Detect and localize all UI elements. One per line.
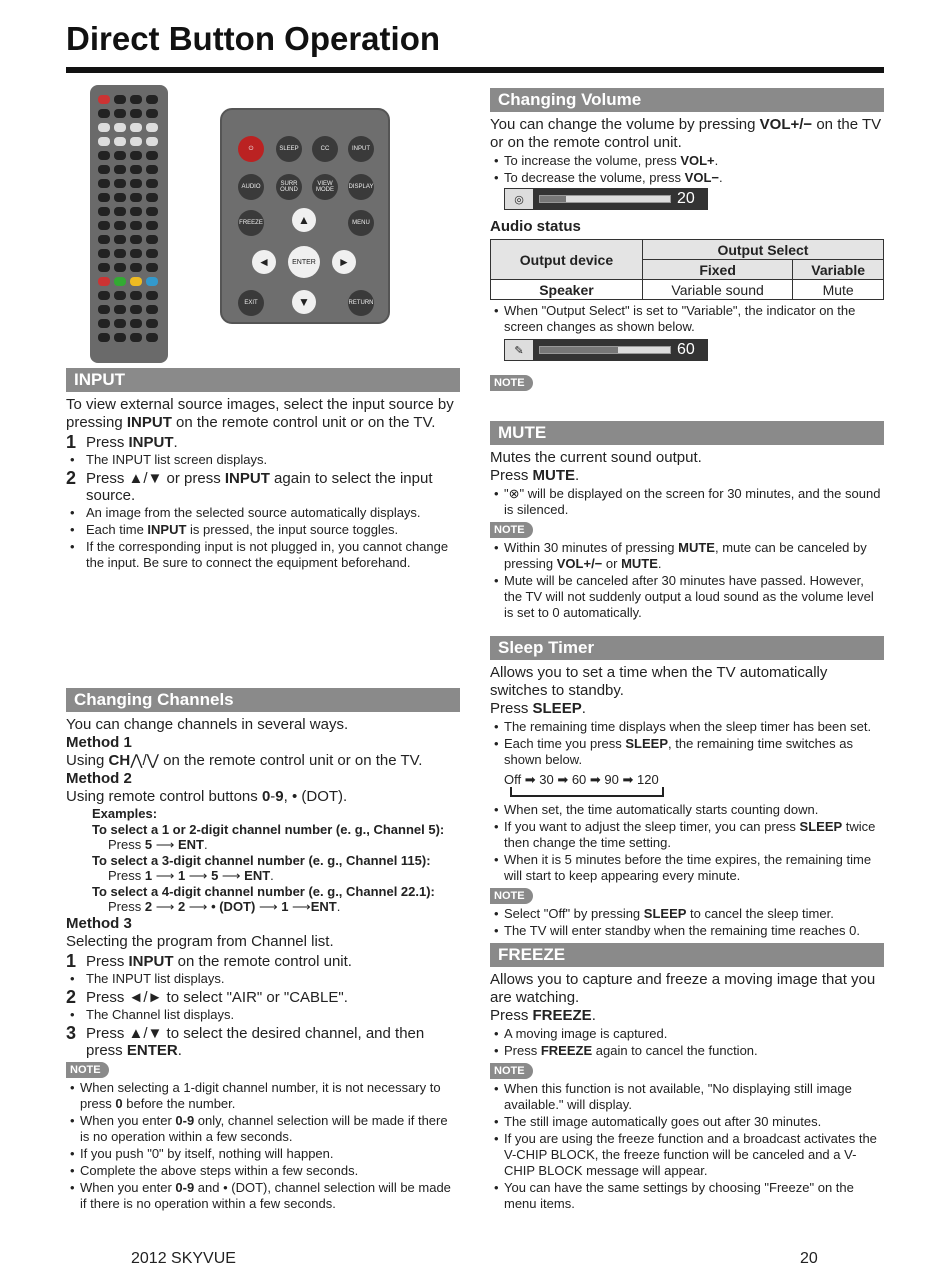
freeze-heading: FREEZE (490, 943, 884, 967)
freeze-intro: Allows you to capture and freeze a moving image that you are watching. (490, 971, 876, 1006)
bullet: • The INPUT list displays. (66, 971, 460, 987)
input-intro-b: INPUT (126, 414, 172, 431)
example-title: To select a 1 or 2-digit channel number (e. g., Channel 5): (92, 821, 445, 837)
input-intro-a: To view external source images, select the input source by pressing (66, 396, 454, 431)
note-bullet (490, 906, 884, 922)
remote-key (146, 95, 158, 104)
method2-text-bold: 0 (261, 788, 271, 805)
remote-key (130, 165, 142, 174)
note-bullet (66, 1113, 460, 1145)
remote-key (130, 305, 142, 314)
bullet (490, 1043, 884, 1059)
bullet (490, 486, 884, 518)
bullet-text: Each time you press (504, 736, 626, 751)
note-text-bold: 0 (115, 1095, 123, 1111)
flow-item: 120 (637, 772, 659, 787)
bullet-text-bold: VOL+ (680, 153, 715, 168)
press-text: . (581, 700, 586, 717)
bullet-text: To increase the volume, press (504, 153, 681, 168)
note-bullet (490, 540, 884, 572)
return-button-label: RETURN (348, 290, 374, 316)
remote-key (98, 95, 110, 104)
remote-key (98, 333, 110, 342)
remote-key (146, 179, 158, 188)
remote-key (98, 277, 110, 286)
table-header: Output device (491, 240, 643, 280)
note-bullet (66, 1180, 460, 1212)
method1-text-bold: CH (108, 752, 131, 769)
note-text: to cancel the sleep timer. (686, 906, 834, 921)
step-number: 3 (66, 1022, 77, 1043)
remote-key (130, 263, 142, 272)
note-bullet: • If you are using the freeze function and a broadcast activates the V-CHIP BLOCK, the freeze function will be canceled and a V-CHIP BLOCK message will appear. (490, 1131, 884, 1179)
remote-key (114, 277, 126, 286)
press-text: . (591, 1007, 596, 1024)
sleep-section (490, 636, 884, 940)
step-text: on the remote control unit. (173, 952, 352, 970)
remote-key (98, 137, 110, 146)
table-cell: Mute (793, 280, 884, 300)
remote-key (146, 305, 158, 314)
display-button-label: DISPLAY (348, 174, 374, 200)
bullet (490, 819, 884, 851)
remote-key (130, 207, 142, 216)
freeze-section (490, 943, 884, 1213)
remote-key (130, 193, 142, 202)
bullet: • The remaining time displays when the sleep timer has been set. (490, 719, 884, 735)
mute-heading: MUTE (490, 421, 884, 445)
note-text: and • (DOT), channel selection will be made if there is no operation within a few seconds. (80, 1179, 451, 1211)
table-cell: Variable sound (642, 280, 792, 300)
remote-key (146, 151, 158, 160)
note-badge: NOTE (490, 375, 533, 391)
example-title: To select a 3-digit channel number (e. g., Channel 115): (92, 852, 431, 868)
remote-key (98, 305, 110, 314)
remote-key (114, 151, 126, 160)
flow-item: 90 (604, 772, 619, 787)
note-text: Select "Off" by pressing (504, 906, 644, 921)
sleep-intro: Allows you to set a time when the TV automatically switches to standby. (490, 664, 828, 699)
press-text: . (575, 467, 580, 484)
mute-section (490, 421, 884, 622)
remote-key (130, 123, 142, 132)
note-text-bold: MUTE (678, 540, 715, 555)
remote-key (98, 151, 110, 160)
note-bullet: • When this function is not available, "No displaying still image available." will display. (490, 1081, 884, 1113)
remote-key (130, 179, 142, 188)
example-key: 5 (144, 837, 153, 852)
table-header: Fixed (642, 260, 792, 280)
example-key: ENT (244, 868, 271, 883)
bullet: • When it is 5 minutes before the time expires, the remaining time will start to keep appearing every minute. (490, 852, 884, 884)
remote-key (98, 263, 110, 272)
note-bullet: • The still image automatically goes out after 30 minutes. (490, 1114, 884, 1130)
step-text-bold: INPUT (224, 470, 270, 487)
exit-button-label: EXIT (238, 290, 264, 316)
remote-key (114, 305, 126, 314)
variable-value: 60 (677, 341, 695, 358)
method2-text: - (270, 788, 276, 805)
remote-key (98, 235, 110, 244)
bullet-text-bold: SLEEP (625, 736, 669, 751)
bullet-text: To decrease the volume, press (504, 170, 685, 185)
remote-key (114, 179, 126, 188)
table-header: Output Select (642, 240, 883, 260)
step-text: Press (86, 434, 129, 451)
remote-key (114, 263, 126, 272)
method3-title: Method 3 (66, 914, 132, 932)
remote-key (146, 263, 158, 272)
remote-key (146, 319, 158, 328)
variable-track (539, 346, 671, 354)
note-text-bold: VOL+/− (556, 556, 603, 571)
note-text: When you enter (80, 1179, 176, 1195)
note-text: or (602, 556, 622, 571)
bullet: • If the corresponding input is not plugged in, you cannot change the input. Be sure to connect the equipment beforehand. (66, 539, 460, 571)
press-text-bold: FREEZE (532, 1007, 592, 1024)
example-key: 1 (144, 868, 153, 883)
method1-title: Method 1 (66, 734, 132, 751)
note-text: When you enter (80, 1112, 176, 1128)
bullet (66, 522, 460, 538)
remote-key (146, 165, 158, 174)
mute-intro: Mutes the current sound output. (490, 449, 702, 466)
mute-icon: ⊗ (508, 486, 520, 501)
note-text: . (657, 556, 662, 571)
example-key: ENT (310, 899, 337, 914)
bullet-text-bold: VOL− (684, 170, 719, 185)
page-title: Direct Button Operation (66, 20, 441, 57)
example-key: 2 (144, 899, 153, 914)
step-text: . (173, 434, 178, 451)
note-badge: NOTE (490, 522, 533, 538)
step-text: Press ▲/▼ to select the desired channel, and then press (86, 1024, 425, 1059)
press-text-bold: SLEEP (532, 700, 582, 717)
remote-key (114, 333, 126, 342)
bullet-text: If you want to adjust the sleep timer, you can press (504, 819, 800, 834)
bullet-text-bold: FREEZE (540, 1043, 593, 1058)
left-arrow-icon: ◄ (252, 250, 276, 274)
freeze-button-label: FREEZE (238, 210, 264, 236)
channels-intro: You can change channels in several ways. (66, 716, 349, 733)
remote-key (130, 221, 142, 230)
bullet-text-bold: INPUT (147, 522, 187, 537)
remote-key (146, 123, 158, 132)
bullet: • A moving image is captured. (490, 1026, 884, 1042)
note-text: only, channel selection will be made if there is no operation within a few seconds. (80, 1112, 448, 1144)
remote-key (130, 151, 142, 160)
volume-intro: on the TV or on the remote control unit. (490, 116, 882, 151)
note-bullet: • You can have the same settings by choosing "Freeze" on the menu items. (490, 1180, 884, 1212)
method1-text: ⋀/⋁ on the remote control unit or on the TV. (130, 752, 423, 769)
speaker-icon: ◎ (505, 189, 533, 209)
remote-key (114, 137, 126, 146)
variable-indicator (504, 339, 708, 361)
note-bullet (66, 1080, 460, 1112)
bullet-text: Each time (86, 522, 148, 537)
view-mode-button-label: VIEW MODE (312, 174, 338, 200)
note-bullet: • Mute will be canceled after 30 minutes have passed. However, the TV will not suddenly output a loud sound as the volume level is set to 0 automatically. (490, 573, 884, 621)
bullet: • The Channel list displays. (66, 1007, 460, 1023)
remote-key (114, 221, 126, 230)
step-number: 2 (66, 468, 77, 488)
remote-key (146, 235, 158, 244)
remote-key (114, 109, 126, 118)
table-header: Variable (793, 260, 884, 280)
remote-key (114, 95, 126, 104)
note-text: before the number. (122, 1095, 236, 1111)
footer-brand: 2012 SKYVUE (131, 1250, 236, 1267)
bullet-text-bold: SLEEP (799, 819, 843, 834)
bullet: • When "Output Select" is set to "Variable", the indicator on the screen changes as shown below. (490, 303, 884, 335)
bullet-text: twice then change the time setting. (504, 819, 876, 850)
remote-key (98, 109, 110, 118)
remote-key (146, 291, 158, 300)
example-text: . (270, 868, 274, 883)
note-bullet: • Complete the above steps within a few seconds. (66, 1163, 460, 1179)
note-text: When selecting a 1-digit channel number, it is not necessary to press (80, 1079, 441, 1111)
bullet-text: " will be displayed on the screen for 30 minutes, and the sound is silenced. (504, 486, 881, 517)
remote-key (130, 137, 142, 146)
arrow-icon: ⟶ (152, 837, 178, 852)
examples-label: Examples: (92, 806, 158, 821)
remote-key (114, 207, 126, 216)
note-text-bold: 0-9 (175, 1112, 195, 1128)
audio-status-table (490, 239, 884, 300)
step-text: Press ◄/► to select "AIR" or "CABLE". (86, 988, 348, 1006)
note-bullet: • The TV will enter standby when the remaining time reaches 0. (490, 923, 884, 939)
example-key: 5 (211, 868, 219, 883)
press-text: Press (490, 700, 533, 717)
bullet: • The INPUT list screen displays. (66, 452, 460, 468)
method1-text: Using (66, 752, 109, 769)
method2-text-bold: 9 (275, 788, 284, 805)
remote-key (98, 249, 110, 258)
remote-key (130, 319, 142, 328)
channels-section: Changing Channels You can change channels in several ways. Method 1 Using CH⋀/⋁ on the remote control unit or on the TV. Method 2 Using remote control buttons 0-9, • (DOT). Examples: To select a 1 or 2-digit channel number (e. g., Channel 5): Press 5 ⟶ ENT. To select a 3-digit channel number (e. g., Channel 115): Press 1 ⟶ 1 ⟶ 5 ⟶ ENT. To select a 4-digit channel number (e. g., Channel 22.1): Press 2 ⟶ 2 ⟶ • (DOT) ⟶ 1 ⟶ENT. Method 3 Selecting the program from Channel list. 1 Press INPUT on the remote control unit. • The INPUT list displays. 2 Press ◄/► to select "AIR" or "CABLE". • The Channel list displays. 3 Press ▲/▼ to select the desired channel, and then press ENTER. NOTE • When selecting a 1-digit channel number, it is not necessary to press 0 before the number. • When you enter 0-9 only, channel selection will be made if there is no operation within a few seconds. • If you push "0" by itself, nothing will happen. • Complete the above steps within a few seconds. • When you enter 0-9 and • (DOT), channel selection will be made if there is no operation within a few seconds. (66, 688, 460, 1213)
remote-key (146, 193, 158, 202)
input-heading: INPUT (66, 368, 460, 392)
remote-key (146, 207, 158, 216)
press-text: Press (490, 1007, 533, 1024)
input-section (66, 368, 460, 572)
step-text-bold: INPUT (128, 952, 174, 970)
bullet: • An image from the selected source automatically displays. (66, 505, 460, 521)
remote-panel-image (220, 108, 390, 324)
bullet-text: is pressed, the input source toggles. (186, 522, 399, 537)
step-text-bold: INPUT (128, 434, 174, 451)
page-number: 20 (800, 1250, 818, 1267)
remote-key (114, 123, 126, 132)
surround-button-label: SURR OUND (276, 174, 302, 200)
volume-track (539, 195, 671, 203)
remote-key (130, 109, 142, 118)
enter-button-label: ENTER (288, 246, 320, 278)
flow-item: Off (504, 772, 522, 787)
example-text: Press (108, 837, 145, 852)
remote-key (146, 333, 158, 342)
note-badge: NOTE (490, 888, 533, 904)
example-text: Press (108, 868, 145, 883)
step-text-bold: ENTER (126, 1041, 178, 1059)
volume-heading: Changing Volume (490, 88, 884, 112)
note-text-bold: SLEEP (643, 906, 687, 921)
note-bullet: • If you push "0" by itself, nothing will happen. (66, 1146, 460, 1162)
remote-control-image (90, 85, 168, 363)
remote-key (130, 249, 142, 258)
bullet-text: , the remaining time switches as shown below. (504, 736, 853, 767)
remote-key (114, 319, 126, 328)
remote-key (98, 123, 110, 132)
remote-key (146, 249, 158, 258)
example-text: Press (108, 899, 145, 914)
volume-intro-bold: VOL+/− (759, 116, 813, 133)
step-text: again to select the input source. (86, 470, 433, 504)
audio-status-title: Audio status (490, 218, 581, 235)
audio-button-label: AUDIO (238, 174, 264, 200)
step-text: Press ▲/▼ or press (86, 470, 225, 487)
remote-key (146, 137, 158, 146)
remote-key (98, 193, 110, 202)
bullet-text: " (504, 486, 509, 501)
example-key: 1 (177, 868, 186, 883)
method2-text: , • (DOT). (283, 788, 348, 805)
remote-key (146, 109, 158, 118)
down-arrow-icon: ▼ (292, 290, 316, 314)
remote-key (114, 235, 126, 244)
method3-text: Selecting the program from Channel list. (66, 932, 334, 950)
remote-key (130, 235, 142, 244)
input-button-label: INPUT (348, 136, 374, 162)
volume-value: 20 (677, 190, 695, 207)
remote-key (146, 221, 158, 230)
press-text: Press (490, 467, 533, 484)
flow-item: 30 (539, 772, 554, 787)
bullet-text: again to cancel the function. (592, 1043, 758, 1058)
remote-key (130, 291, 142, 300)
step-number: 1 (66, 432, 77, 452)
right-arrow-icon: ► (332, 250, 356, 274)
remote-key (130, 333, 142, 342)
example-text: . (336, 899, 341, 914)
flow-item: 60 (571, 772, 587, 787)
remote-key (146, 277, 158, 286)
pen-icon: ✎ (505, 340, 533, 360)
remote-key (98, 165, 110, 174)
volume-intro: You can change the volume by pressing (490, 116, 760, 133)
step-number: 1 (66, 950, 77, 971)
cc-button-label: CC (312, 136, 338, 162)
note-badge: NOTE (66, 1062, 109, 1078)
bullet: • When set, the time automatically starts counting down. (490, 802, 884, 818)
example-text: . (203, 837, 208, 852)
example-key: 1 (281, 899, 289, 914)
note-badge: NOTE (490, 1063, 533, 1079)
remote-key (114, 249, 126, 258)
bullet-text: . (718, 170, 723, 185)
channels-heading: Changing Channels (66, 688, 460, 712)
remote-key (98, 291, 110, 300)
step-text: Press (86, 952, 129, 970)
sleep-time-cycle: Off ➡ 30 ➡ 60 ➡ 90 ➡ 120 (504, 772, 884, 800)
example-key: 2 (177, 899, 186, 914)
bullet-text: Press (504, 1043, 541, 1058)
remote-key (130, 95, 142, 104)
bullet (490, 153, 884, 169)
sleep-heading: Sleep Timer (490, 636, 884, 660)
remote-key (98, 207, 110, 216)
bullet-text: . (714, 153, 719, 168)
volume-indicator (504, 188, 708, 210)
note-text-bold: 0-9 (175, 1179, 195, 1195)
remote-key (114, 165, 126, 174)
example-key: • (DOT) (211, 899, 256, 914)
press-text-bold: MUTE (532, 467, 576, 484)
cycle-return-arrow (510, 787, 664, 797)
remote-key (98, 319, 110, 328)
example-title: To select a 4-digit channel number (e. g., Channel 22.1): (92, 883, 435, 899)
note-text: , mute can be canceled by pressing (504, 540, 867, 571)
volume-section (490, 88, 884, 392)
bullet (490, 736, 884, 768)
note-text: Within 30 minutes of pressing (504, 540, 679, 555)
bullet (490, 170, 884, 186)
title-rule (66, 67, 884, 73)
example-key: ENT (177, 837, 204, 852)
note-text-bold: MUTE (621, 556, 658, 571)
power-button-icon: ⏻ (238, 136, 264, 162)
step-number: 2 (66, 986, 77, 1007)
remote-key (130, 277, 142, 286)
remote-key (114, 193, 126, 202)
input-intro-c: on the remote control unit or on the TV. (171, 414, 436, 431)
menu-button-label: MENU (348, 210, 374, 236)
remote-key (114, 291, 126, 300)
remote-key (98, 179, 110, 188)
step-text: . (177, 1041, 182, 1059)
table-cell: Speaker (491, 280, 643, 300)
remote-key (98, 221, 110, 230)
up-arrow-icon: ▲ (292, 208, 316, 232)
method2-title: Method 2 (66, 770, 132, 787)
sleep-button-label: SLEEP (276, 136, 302, 162)
method2-text: Using remote control buttons (66, 788, 262, 805)
